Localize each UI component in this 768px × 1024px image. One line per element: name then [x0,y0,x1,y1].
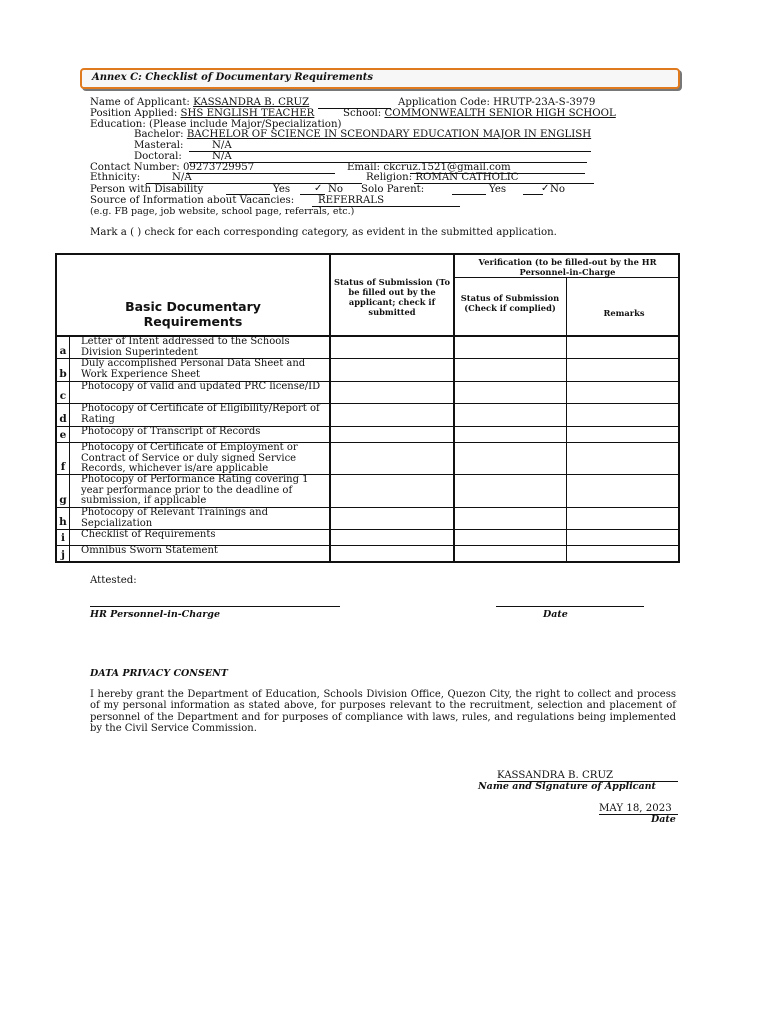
attested-label: Attested: [90,575,137,586]
privacy-title: DATA PRIVACY CONSENT [90,668,228,679]
school-name: COMMONWEALTH SENIOR HIGH SCHOOL [384,108,616,119]
source-value: REFERRALS [318,195,385,206]
col-divider-1 [329,255,331,561]
row-letter: d [59,413,67,425]
col-divider-3 [566,277,567,561]
school-line [343,108,616,120]
instruction-text: Mark a ( ) check for each corresponding category, as evident in the submitted application. [90,227,557,238]
requirements-header [57,255,329,335]
doctoral-label: Doctoral: [134,151,182,162]
solo-yes-label: Yes [489,184,507,195]
ethnicity-line [90,172,140,184]
pwd-no-check: ✓ [314,183,323,194]
bachelor-degree: BACHELOR OF SCIENCE IN SCEONDARY EDUCATION MAJOR IN ENGLISH [186,129,592,140]
requirements-table [55,253,680,563]
row-letter: a [59,345,67,357]
requirement-text: Omnibus Sworn Statement [81,545,218,556]
masteral-value: N/A [212,140,232,151]
remarks-header: Remarks [603,308,645,318]
row-letter: j [61,549,65,561]
education-label: Education: (Please include Major/Specialization) [90,119,342,130]
status-header: Status of Submission (To be filled out by the applicant; check if submitted [333,277,450,317]
contact-underline [186,173,335,174]
solo-yes-blank [452,194,486,195]
row-letter: e [59,429,67,441]
verif-sub-line [453,277,678,278]
pwd-label: Person with Disability [90,184,204,195]
hr-date-line [496,606,644,607]
row-letter: b [59,368,67,380]
source-hint: (e.g. FB page, job website, school page, referrals, etc.) [90,206,355,217]
requirement-text: Photocopy of Relevant Trainings and Sepcialization [81,507,268,529]
row-letter: h [59,516,67,528]
requirement-text: Photocopy of Certificate of Employment or Contract of Service or duly signed Service Records, whichever is/are applicable [81,442,298,474]
requirement-text: Photocopy of Transcript of Records [81,426,261,437]
source-label: Source of Information about Vacancies: [90,195,295,206]
requirement-text: Duly accomplished Personal Data Sheet and Work Experience Sheet [81,358,306,380]
code-label: Application Code: [398,97,490,108]
position-applied: SHS ENGLISH TEACHER [180,108,315,119]
requirement-text: Photocopy of Performance Rating covering 1 year performance prior to the deadline of submission, if applicable [81,474,309,506]
annex-title-box [80,68,680,89]
verif-status-header: Status of Submission (Check if complied) [460,293,560,313]
signature-label: Name and Signature of Applicant [478,781,656,792]
solo-no-label: No [550,184,566,195]
applicant-name: KASSANDRA B. CRUZ [193,97,310,108]
ethnicity-value: N/A [172,172,192,183]
hr-personnel-label: HR Personnel-in-Charge [90,609,220,620]
header-main-line-2: Requirements [143,314,243,329]
annex-title: Annex C: Checklist of Documentary Requirements [92,72,374,83]
row-letter: g [59,494,67,506]
hr-date-label: Date [543,609,568,620]
email-address: ckcruz.1521@gmail.com [383,162,511,173]
solo-no-check: ✓ [541,183,550,194]
requirement-text: Photocopy of valid and updated PRC license/ID [81,381,321,392]
requirement-text: Checklist of Requirements [81,529,216,540]
masteral-label: Masteral: [134,140,184,151]
masteral-underline [189,151,591,152]
religion-value: ROMAN CATHOLIC [415,172,519,183]
religion-label: Religion: [366,172,413,183]
privacy-text: I hereby grant the Department of Education, Schools Division Office, Quezon City, the right to collect and process of my personal information as stated above, for purposes relevant to the recruitment, selection and placement of personnel of the Department and for purposes of compliance with laws, rules, and regulations being implemented by the Civil Service Commission. [90,689,676,734]
signature-date: MAY 18, 2023 [599,803,672,814]
requirement-text: Letter of Intent addressed to the Schools Division Superintedent [81,336,290,358]
row-letter: f [60,461,66,473]
contact-label: Contact Number: [90,162,180,173]
signature-name: KASSANDRA B. CRUZ [497,770,614,781]
letter-divider [69,335,70,561]
name-label: Name of Applicant: [90,97,190,108]
application-code: HRUTP-23A-S-3979 [493,97,596,108]
school-label: School: [343,108,382,119]
email-label: Email: [347,162,381,173]
position-label: Position Applied: [90,108,178,119]
requirement-text: Photocopy of Certificate of Eligibility/Report of Rating [81,403,320,425]
verification-header: Verification (to be filled-out by the HR Personnel-in-Charge [478,257,657,277]
hr-signature-line [90,606,340,607]
bachelor-line [134,129,591,141]
solo-no-blank [523,194,543,195]
pwd-no-label: No [328,184,344,195]
contact-number: 09273729957 [182,162,255,173]
pwd-yes-label: Yes [273,184,291,195]
bachelor-label: Bachelor: [134,129,184,140]
doctoral-value: N/A [212,151,232,162]
row-letter: i [61,532,65,544]
signature-date-label: Date [651,814,676,825]
row-letter: c [59,390,67,402]
solo-parent-label: Solo Parent: [361,184,425,195]
header-main-line-1: Basic Documentary [125,299,261,314]
ethnicity-label: Ethnicity: [90,172,141,183]
